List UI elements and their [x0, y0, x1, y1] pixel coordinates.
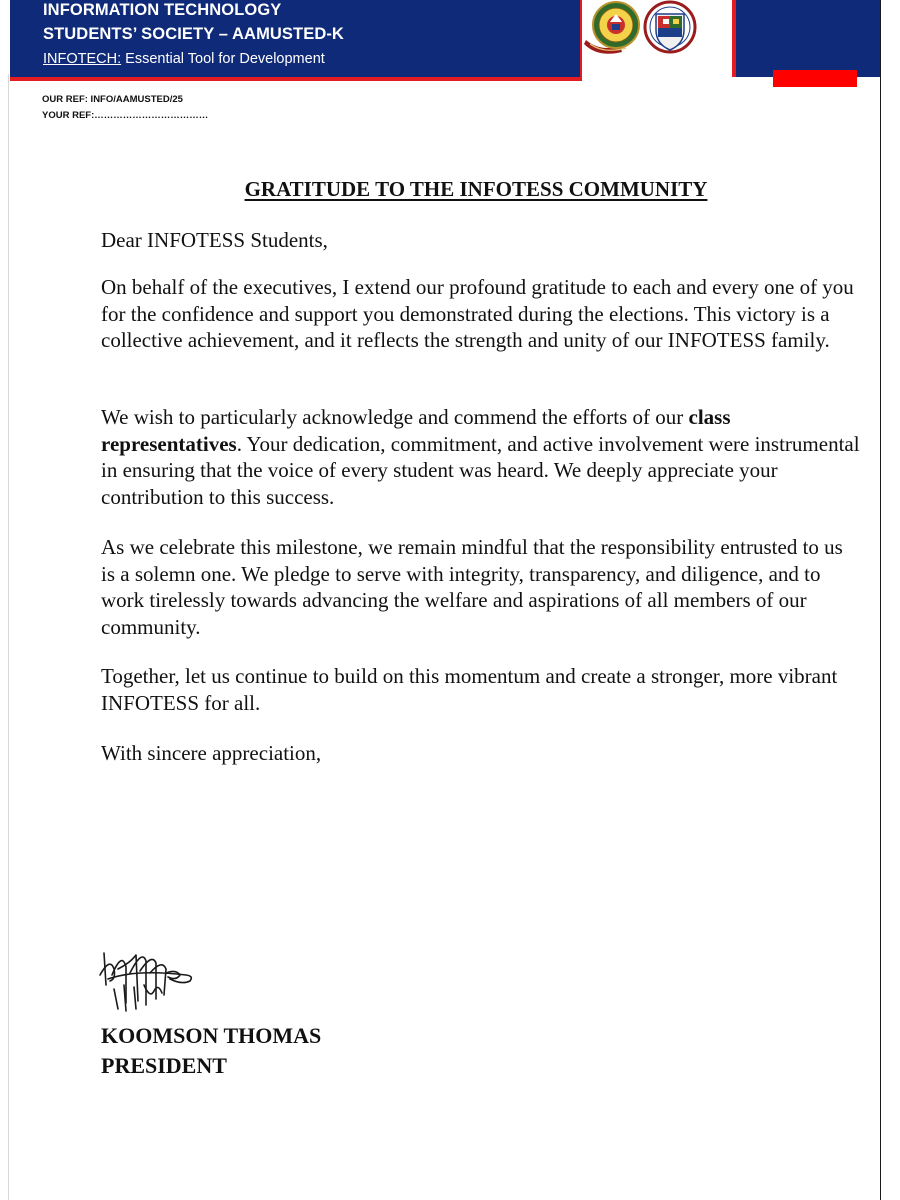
logos — [582, 0, 732, 60]
paragraph-1: On behalf of the executives, I extend our profound gratitude to each and every one of you for the confidence and support you demonstrated during the elections. This victory is a collective achievement, and it reflects the strength and unity of our INFOTESS family. — [101, 275, 854, 353]
motto-text: Essential Tool for Development — [121, 51, 325, 67]
side-band — [736, 0, 880, 77]
paragraph-3: As we celebrate this milestone, we remain mindful that the responsibility entrusted to us is a solemn one. We pledge to serve with integrity, transparency, and diligence, and to work tirelessly towards advancing the welfare and aspirations of all members of our community. — [101, 535, 843, 640]
society-motto — [43, 51, 325, 67]
paragraph-2-emphasis: class representatives — [101, 405, 731, 456]
signature — [96, 945, 206, 1017]
your-reference: YOUR REF:……………………………… — [42, 110, 209, 121]
society-name-line2: STUDENTS’ SOCIETY – AAMUSTED-K — [43, 25, 344, 43]
redaction-bar — [773, 70, 857, 87]
closing: With sincere appreciation, — [101, 741, 322, 765]
society-name-line1: INFORMATION TECHNOLOGY — [43, 1, 282, 19]
paragraph-2-end: . Your dedication, commitment, and active involvement were instrumental in ensuring that the voice of every student was heard. We deeply appreciate your contribution to this success. — [101, 431, 860, 510]
greeting: Dear INFOTESS Students, — [101, 228, 328, 252]
paragraph-2 — [101, 404, 861, 511]
our-reference: OUR REF: INFO/AAMUSTED/25 — [42, 94, 183, 105]
signatory-title: PRESIDENT — [101, 1053, 227, 1078]
letterhead-red-stripe — [10, 77, 582, 81]
signatory-name: KOOMSON THOMAS — [101, 1023, 322, 1048]
infotess-crest-icon — [645, 2, 695, 52]
motto-brand: INFOTECH: — [43, 51, 122, 67]
page-edge-left — [8, 74, 9, 1200]
letter-title: GRATITUDE TO THE INFOTESS COMMUNITY — [244, 177, 708, 201]
paragraph-4: Together, let us continue to build on this momentum and create a stronger, more vibrant INFOTESS for all. — [101, 664, 838, 715]
paragraph-2-start: We wish to particularly acknowledge and commend the efforts of our — [101, 405, 689, 429]
university-crest-icon — [584, 2, 639, 54]
